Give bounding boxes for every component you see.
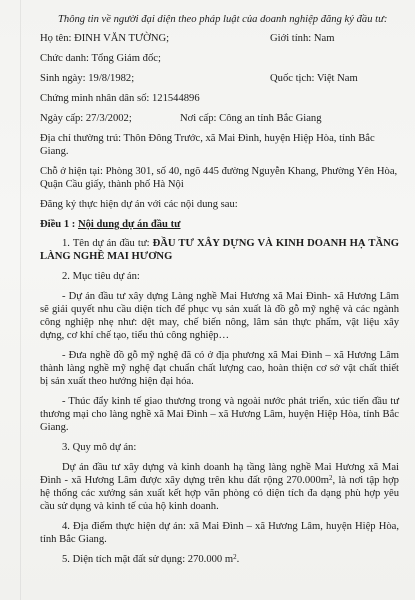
land-area-before: 5. Diện tích mặt đất sử dụng: 270.000 m <box>62 554 234 565</box>
rep-issue-date: Ngày cấp: 27/3/2002; <box>40 113 132 124</box>
scale-text-before: Dự án đầu tư xây dựng và kinh doanh hạ tầng làng nghề Mai Hương xã Mai Đình - xã Hương Lâm được xây dựng trên khu đất rộng 270.000m <box>40 462 399 486</box>
article-1-label: Điều 1 : <box>40 219 78 230</box>
land-area-superscript: 2 <box>233 553 237 561</box>
rep-name-row <box>40 32 399 45</box>
land-area-item <box>40 553 399 566</box>
objectives-heading: 2. Mục tiêu dự án: <box>62 271 140 282</box>
location-item: 4. Địa điểm thực hiện dự án: xã Mai Đình – xã Hương Lâm, huyện Hiệp Hòa, tỉnh Bắc Giang. <box>40 521 399 545</box>
objective-item: - Thúc đẩy kinh tế giao thương trong và ngoài nước phát triển, xúc tiến đầu tư thương mại cho làng nghề xã Mai Đình – xã Hương Lâm, huyện Hiệp Hòa, tỉnh Bắc Giang. <box>40 396 399 433</box>
objective-item: - Dự án đầu tư xây dựng Làng nghề Mai Hương xã Mai Đình- xã Hương Lâm sẽ giải quyết nhu cầu diện tích để phục vụ sản xuất là đồ gỗ mỹ nghệ và các ngành công nghiệp nhẹ như: dệt may, chế biến nông, lâm sản thực phẩm, vật liệu xây dựng, cơ khí chế tạo, tiểu thủ công nghiệp… <box>40 291 399 341</box>
rep-nationality: Quốc tịch: Việt Nam <box>270 73 358 84</box>
rep-dob-row <box>40 72 399 85</box>
rep-issue-place: Nơi cấp: Công an tỉnh Bắc Giang <box>180 113 322 124</box>
rep-name: Họ tên: ĐINH VĂN TƯỜNG; <box>40 33 170 44</box>
scale-text-after: , là nơi tập hợp hệ thống các xưởng sản xuất kết hợp văn phòng có diện tích đa dạng phù hợp yêu cầu sử dụng và kinh tế của hộ kinh doanh. <box>40 475 399 512</box>
land-area-after: . <box>236 554 240 565</box>
project-name-item <box>40 237 399 263</box>
project-name: ĐẦU TƯ XÂY DỰNG VÀ KINH DOANH HẠ TẦNG LÀNG NGHỀ MAI HƯƠNG <box>40 238 400 262</box>
rep-id-card: Chứng minh nhân dân số: 121544896 <box>40 93 200 104</box>
article-1-heading <box>40 218 399 231</box>
objective-item: - Đưa nghề đồ gỗ mỹ nghệ đã có ở địa phương xã Mai Đình – xã Hương Lâm thành làng nghề mỹ nghệ đạt chuẩn chất lượng cao, hoàn thiện cơ sở vật chất thiết bị sản xuất theo hướng hiện đại hóa. <box>40 350 399 387</box>
rep-permanent-address: Địa chỉ thường trú: Thôn Đông Trước, xã Mai Đình, huyện Hiệp Hòa, tỉnh Bắc Giang. <box>40 133 375 157</box>
rep-gender: Giới tính: Nam <box>270 33 335 44</box>
scale-superscript: 2 <box>329 474 333 482</box>
scale-paragraph <box>40 461 399 513</box>
page-fold-shadow <box>20 0 21 600</box>
article-1-title: Nội dung dự án đầu tư <box>77 219 181 230</box>
rep-issue-row <box>40 112 399 125</box>
project-name-prefix: 1. Tên dự án đầu tư: <box>62 238 153 249</box>
scale-heading: 3. Quy mô dự án: <box>62 442 137 453</box>
rep-current-address: Chỗ ở hiện tại: Phòng 301, số 40, ngõ 445 đường Nguyễn Khang, Phường Yên Hòa, Quận Cầu giấy, thành phố Hà Nội <box>40 166 398 190</box>
rep-dob: Sinh ngày: 19/8/1982; <box>40 73 135 84</box>
rep-title: Chức danh: Tổng Giám đốc; <box>40 53 161 64</box>
rep-intro: Thông tin về người đại diện theo pháp luật của doanh nghiệp đăng ký đầu tư: <box>58 14 388 25</box>
register-line: Đăng ký thực hiện dự án với các nội dung sau: <box>40 199 238 210</box>
